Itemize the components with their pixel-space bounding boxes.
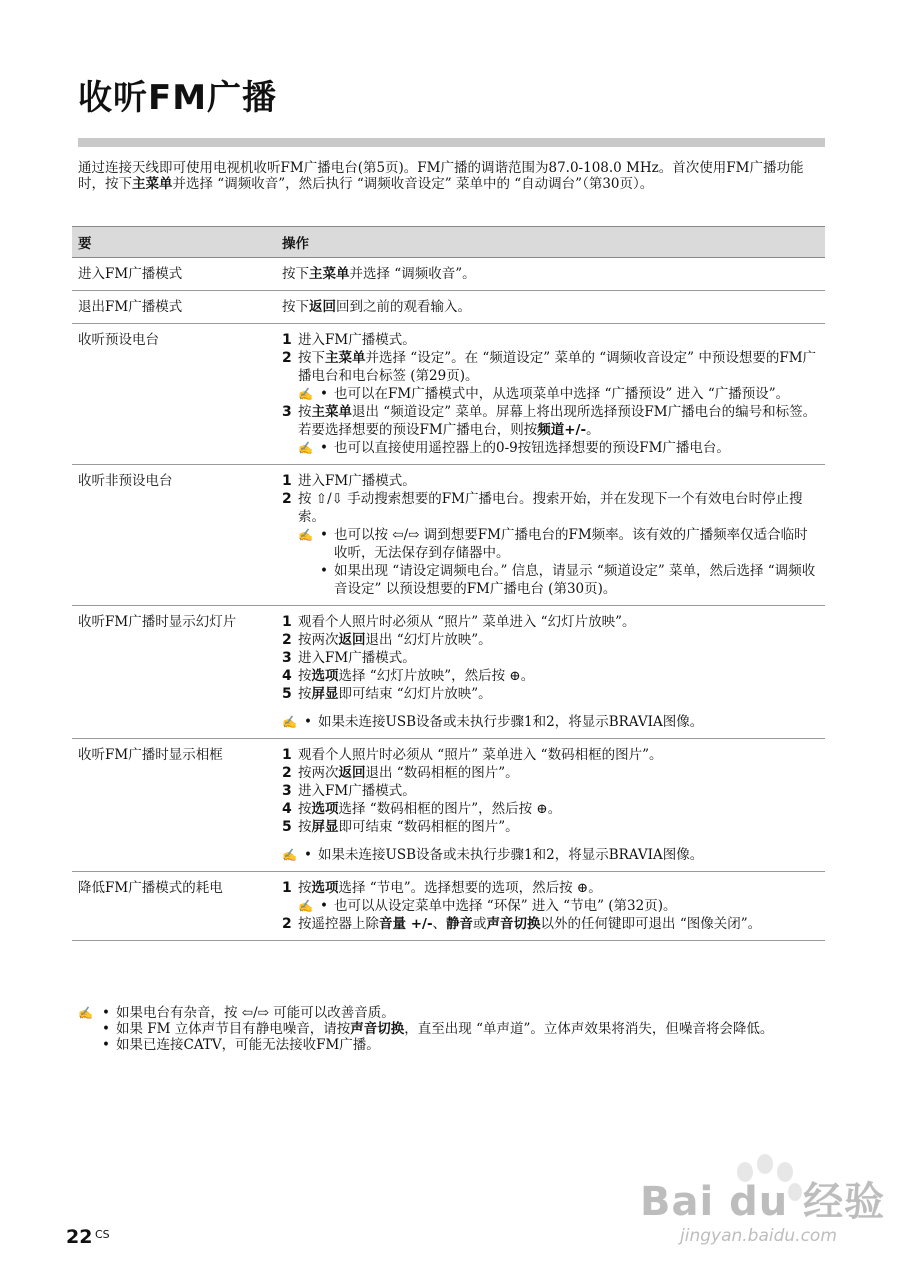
table-row-frame [72,739,825,872]
step-text: 或 [473,916,487,932]
step-text: 。 [586,422,600,438]
step-number: 5 [282,819,292,835]
row-operation [276,606,825,739]
note [282,562,819,598]
step-text: 按 [298,880,312,896]
intro-text-1: 通过连接天线即可使用电视机收听FM广播电台(第5页)。FM广播的调谐范围为87.0-108.0 MHz。首次使用FM广播功能时，按下 [78,160,804,192]
enter-button-icon: ⊕ [536,801,548,817]
step-text: 观看个人照片时必须从 “照片” 菜单进入 “幻灯片放映”。 [298,614,636,630]
step-text: 选择 “节电”。选择想要的选项，然后按 [338,880,573,896]
note-text: 也可以按 [334,527,388,543]
step [282,800,819,818]
page-language-suffix: CS [95,1228,110,1241]
step [282,685,819,703]
key-volume: 音量 +/- [379,916,433,932]
bullet: • [102,1037,110,1053]
note-text: 如果未连接USB设备或未执行步骤1和2，将显示BRAVIA图像。 [318,714,704,730]
step-number: 4 [282,668,292,684]
op-text: 按下 [282,299,309,315]
step [282,764,819,782]
header-col-operation: 操作 [276,227,825,258]
step [282,472,819,490]
key-main-menu: 主菜单 [311,404,352,420]
intro-key-main-menu: 主菜单 [132,176,173,192]
step-text: 按 [298,668,312,684]
bullet: • [320,386,328,402]
step-text: 、 [432,916,447,932]
table-row-exit [72,291,825,324]
row-label: 进入FM广播模式 [72,258,276,291]
step-text: 观看个人照片时必须从 “照片” 菜单进入 “数码相框的图片”。 [298,747,663,763]
key-return: 返回 [309,299,336,315]
step-number: 4 [282,801,292,817]
key-display: 屏显 [311,819,339,835]
key-return: 返回 [338,765,366,781]
pencil-note-icon: ✍ [282,715,297,729]
step-number: 2 [282,916,292,932]
bullet: • [320,898,328,914]
key-options: 选项 [311,801,339,817]
note-text: 也可以从设定菜单中选择 “环保” 进入 “节电” (第32页)。 [334,898,677,914]
bullet: • [320,527,328,543]
pencil-note-icon: ✍ [78,1006,93,1020]
note [282,846,819,864]
step [282,667,819,685]
step-text: 按 [298,801,312,817]
step-text: 按 [298,686,312,702]
note-text: 也可以直接使用遥控器上的0-9按钮选择想要的预设FM广播电台。 [334,440,730,456]
step-text: 进入FM广播模式。 [298,650,416,666]
row-label: 退出FM广播模式 [72,291,276,324]
bullet: • [320,563,328,579]
step-text: 退出 “数码相框的图片”。 [365,765,519,781]
step [282,349,819,385]
watermark-url: jingyan.baidu.com [680,1226,837,1246]
row-operation [276,872,825,941]
table-header-row [72,227,825,258]
pencil-note-icon: ✍ [298,899,313,913]
row-operation [276,324,825,465]
step-text: 。 [547,801,562,817]
intro-text-2: 并选择 “调频收音”，然后执行 “调频收音设定” 菜单中的 “自动调台”（第30页）。 [172,176,654,192]
step-text: 按 [298,491,312,507]
op-text: 按下 [282,266,309,282]
step [282,403,819,439]
step-text: 按遥控器上除 [298,916,379,932]
step-text: 进入FM广播模式。 [298,473,416,489]
step-text: 以外的任何键即可退出 “图像关闭”。 [540,916,762,932]
op-text: 并选择 “调频收音”。 [349,266,476,282]
step-number: 5 [282,686,292,702]
row-label: 收听非预设电台 [72,465,276,606]
key-sound-switch: 声音切换 [486,916,541,932]
row-operation [276,258,825,291]
row-label: 收听FM广播时显示相框 [72,739,276,872]
row-operation [276,739,825,872]
bullet: • [304,847,312,863]
header-col-goal: 要 [72,227,276,258]
step-text: 即可结束 “数码相框的图片”。 [338,819,519,835]
key-display: 屏显 [311,686,339,702]
key-main-menu: 主菜单 [325,350,366,366]
step-number: 1 [282,880,292,896]
step [282,879,819,897]
step-number: 2 [282,765,292,781]
footnote-text: 如果 FM 立体声节目有静电噪音，请按 [116,1021,351,1037]
step-text: 按 [298,819,312,835]
intro-paragraph [78,160,828,192]
step-text: 进入FM广播模式。 [298,783,416,799]
step-text: 选择 “数码相框的图片”，然后按 [338,801,533,817]
bullet: • [320,440,328,456]
step [282,631,819,649]
step-text: 退出 “幻灯片放映”。 [365,632,492,648]
step-text: 按下 [298,350,325,366]
step [282,746,819,764]
note [282,526,819,562]
note-text: 如果出现 “请设定调频电台。” 信息，请显示 “频道设定” 菜单，然后选择 “调频收音设定” 以预设想要的FM广播电台 (第30页)。 [334,563,816,597]
row-operation [276,465,825,606]
footnote-text: 如果电台有杂音，按 [116,1005,238,1021]
page-number: 22 [66,1226,93,1248]
step [282,490,819,526]
bullet: • [102,1021,110,1037]
note-text: 如果未连接USB设备或未执行步骤1和2，将显示BRAVIA图像。 [318,847,704,863]
step-number: 1 [282,332,292,348]
step-text: 按两次 [298,632,339,648]
key-channel: 频道+/- [537,422,587,438]
pencil-note-icon: ✍ [298,528,313,542]
step-number: 3 [282,404,292,420]
key-return: 返回 [338,632,366,648]
table-row-enter [72,258,825,291]
pencil-note-icon: ✍ [298,441,313,455]
key-mute: 静音 [446,916,474,932]
row-label: 收听预设电台 [72,324,276,465]
key-main-menu: 主菜单 [309,266,350,282]
up-down-arrow-icon: ⇧/⇩ [315,491,343,507]
step [282,915,819,933]
operations-table [72,226,825,941]
footnotes [78,1005,828,1053]
footnote-text: 可能可以改善音质。 [273,1005,395,1021]
row-operation [276,291,825,324]
footnote [78,1021,828,1037]
step-text: 并选择 “设定”。在 “频道设定” 菜单的 “调频收音设定” 中预设想要的FM广播电台和电台标签 (第29页)。 [298,350,817,384]
step-text: 按两次 [298,765,339,781]
table-row-slideshow [72,606,825,739]
footnote-text: ，直至出现 “单声道”。立体声效果将消失，但噪音将会降低。 [404,1021,774,1037]
step-number: 2 [282,491,292,507]
step [282,331,819,349]
title-rule [78,138,825,147]
left-right-arrow-icon: ⇦/⇨ [392,527,420,543]
step [282,818,819,836]
step-text: 选择 “幻灯片放映”，然后按 [338,668,506,684]
step [282,649,819,667]
step-text: 退出 “频道设定” 菜单。屏幕上将出现所选择预设FM广播电台的编号和标签。若要选择想要的预设FM广播电台，则按 [298,404,817,438]
step-text: 按 [298,404,312,420]
page-title: 收听FM广播 [78,78,278,118]
note [282,713,819,731]
table-row-power [72,872,825,941]
op-text: 回到之前的观看输入。 [336,299,471,315]
step-number: 2 [282,350,292,366]
note [282,385,819,403]
footnote [78,1037,828,1053]
step-text: 。 [588,880,602,896]
step-number: 1 [282,473,292,489]
key-options: 选项 [311,880,339,896]
table-row-preset [72,324,825,465]
step [282,782,819,800]
pencil-note-icon: ✍ [282,848,297,862]
key-options: 选项 [311,668,339,684]
row-label: 降低FM广播模式的耗电 [72,872,276,941]
bullet: • [102,1005,110,1021]
step-number: 1 [282,614,292,630]
row-label: 收听FM广播时显示幻灯片 [72,606,276,739]
bullet: • [304,714,312,730]
step-number: 2 [282,632,292,648]
step-text: 进入FM广播模式。 [298,332,416,348]
note [282,439,819,457]
note-text: 也可以在FM广播模式中，从选项菜单中选择 “广播预设” 进入 “广播预设”。 [334,386,790,402]
step-number: 1 [282,747,292,763]
enter-button-icon: ⊕ [576,880,589,896]
step-text: 手动搜索想要的FM广播电台。搜索开始，并在发现下一个有效电台时停止搜索。 [298,491,803,525]
key-sound-switch: 声音切换 [350,1021,405,1037]
step-text: 。 [520,668,535,684]
note [282,897,819,915]
footnote [78,1005,828,1021]
step [282,613,819,631]
step-number: 3 [282,650,292,666]
step-text: 即可结束 “幻灯片放映”。 [338,686,492,702]
enter-button-icon: ⊕ [509,668,521,684]
footnote-text: 如果已连接CATV，可能无法接收FM广播。 [116,1037,380,1053]
watermark-logo-text: Bai du 经验 [640,1179,886,1225]
step-number: 3 [282,783,292,799]
left-right-arrow-icon: ⇦/⇨ [241,1005,269,1021]
pencil-note-icon: ✍ [298,387,313,401]
table-row-nonpreset [72,465,825,606]
note-text: 调到想要FM广播电台的FM频率。该有效的广播频率仅适合临时收听，无法保存到存储器中。 [334,527,808,561]
